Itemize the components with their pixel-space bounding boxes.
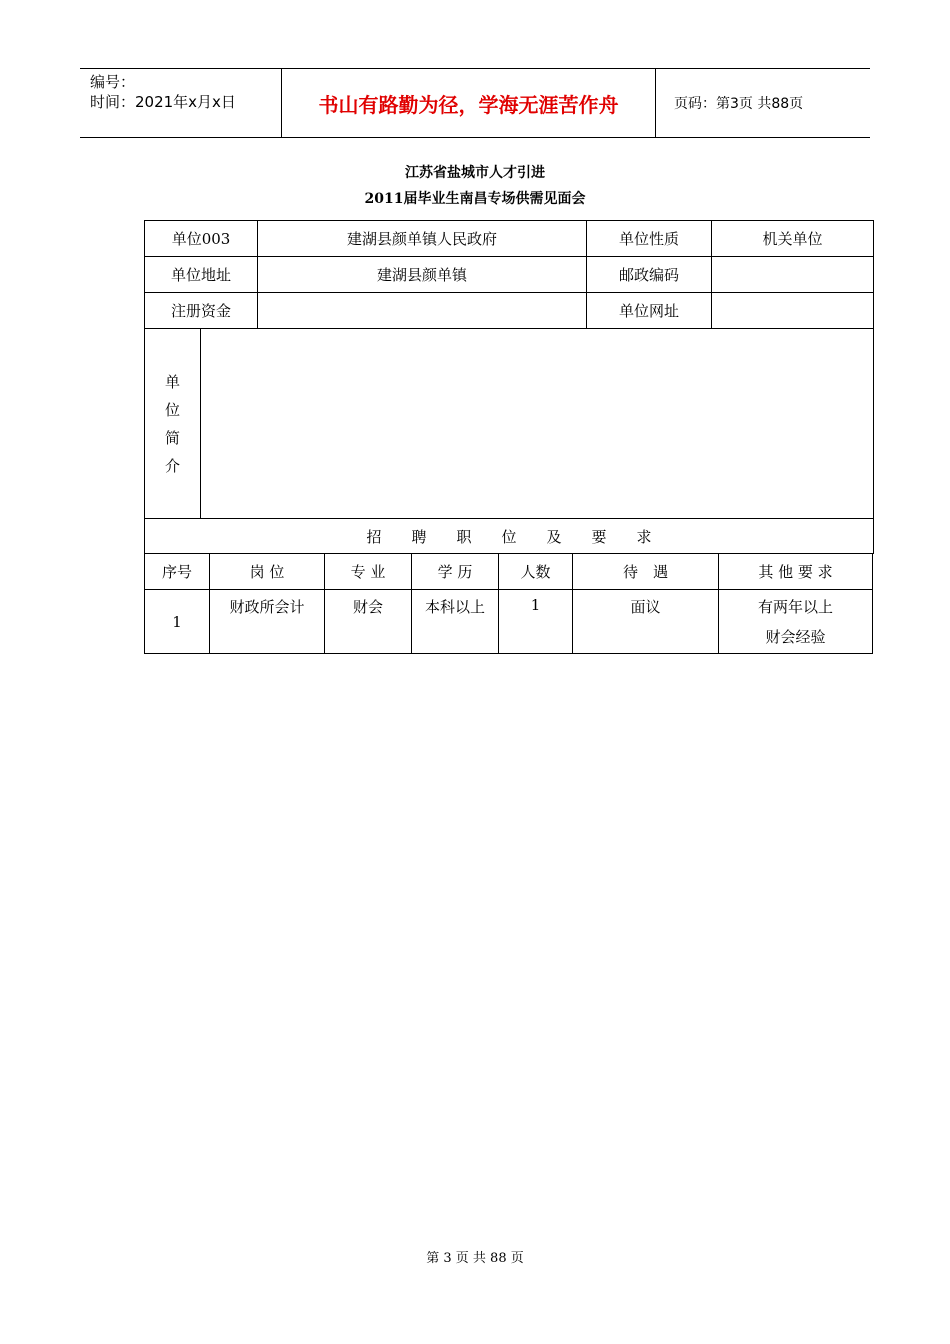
intro-char: 介 [164,456,180,475]
unit-capital-label: 注册资金 [145,293,258,329]
cell-other-line1: 有两年以上 [757,598,833,616]
header-meta-cell [80,69,280,137]
recruit-title-row [145,519,874,554]
page-footer: 第 3 页 共 88 页 [426,1251,524,1266]
header-motto: 书山有路勤为径，学海无涯苦作舟 [281,69,656,137]
recruit-table [144,553,873,654]
page-header [80,68,870,138]
unit-intro-label [145,329,201,519]
col-header-count: 人数 [499,554,573,590]
intro-char: 简 [164,428,180,447]
unit-nature-value: 机关单位 [712,221,874,257]
unit-website-value [712,293,874,329]
unit-website-label: 单位网址 [587,293,712,329]
recruit-section-title: 招 聘 职 位 及 要 求 [145,519,874,554]
table-row [145,590,873,654]
unit-capital-value [258,293,587,329]
cell-major: 财会 [325,590,412,654]
unit-info-table [144,220,874,554]
number-label: 编号： [90,73,136,91]
intro-char: 单 [164,372,180,391]
cell-education: 本科以上 [412,590,499,654]
unit-address-label: 单位地址 [145,257,258,293]
doc-title-line1: 江苏省盐城市人才引进 [405,165,545,181]
unit-intro-value [201,329,874,519]
col-header-seq: 序号 [145,554,210,590]
unit-row-1 [145,221,874,257]
cell-count: 1 [499,590,573,654]
unit-nature-label: 单位性质 [587,221,712,257]
unit-row-2 [145,257,874,293]
cell-position: 财政所会计 [210,590,325,654]
col-header-education: 学 历 [412,554,499,590]
unit-row-3 [145,293,874,329]
cell-other-line2: 财会经验 [765,628,826,646]
cell-salary: 面议 [573,590,719,654]
unit-name: 建湖县颜单镇人民政府 [258,221,587,257]
page-info-text: 页码：第3页 共88页 [674,96,804,112]
col-header-other: 其 他 要 求 [719,554,873,590]
col-header-position: 岗 位 [210,554,325,590]
col-header-major: 专 业 [325,554,412,590]
unit-label: 单位003 [145,221,258,257]
unit-address-value: 建湖县颜单镇 [258,257,587,293]
recruit-header-row [145,554,873,590]
cell-other [719,590,873,654]
unit-postcode-label: 邮政编码 [587,257,712,293]
doc-title-line2: 2011届毕业生南昌专场供需见面会 [364,191,586,207]
col-header-salary: 待 遇 [573,554,719,590]
time-label: 时间：2021年x月x日 [90,93,236,111]
cell-seq: 1 [145,590,210,654]
unit-postcode-value [712,257,874,293]
unit-intro-row [145,329,874,519]
header-page-info [664,69,870,137]
intro-char: 位 [164,400,180,419]
